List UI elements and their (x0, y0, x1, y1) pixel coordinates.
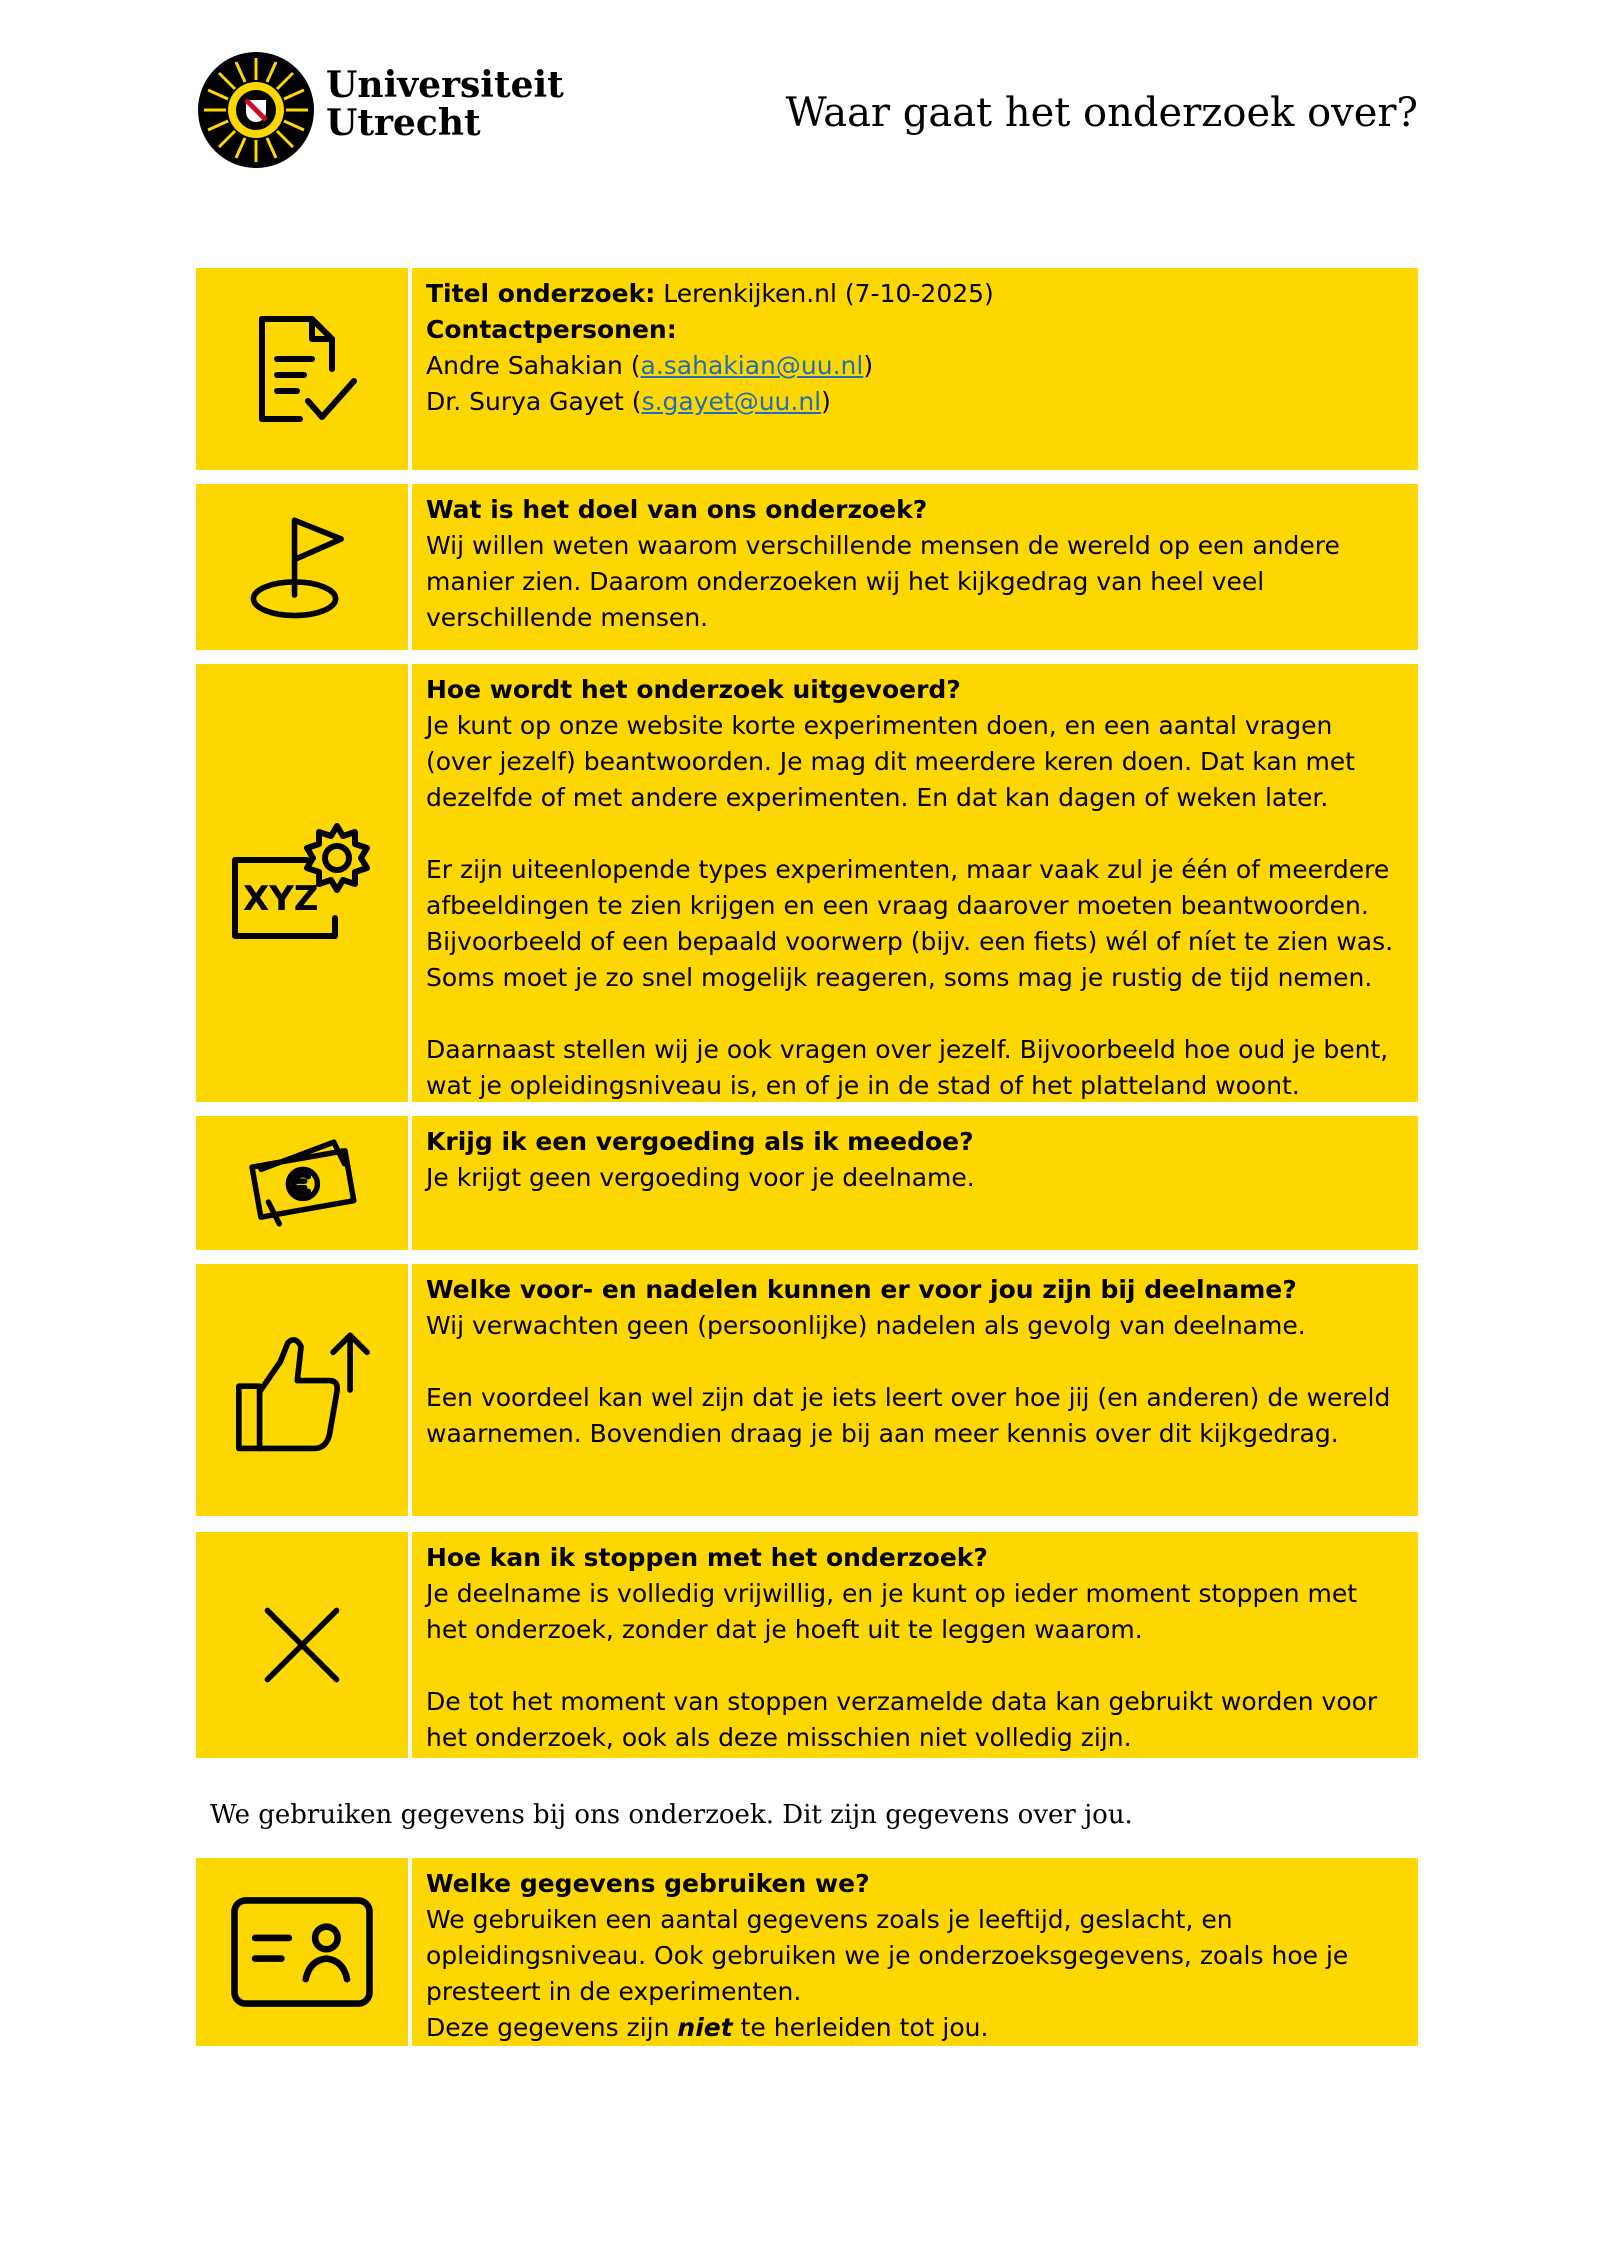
brand-line-1: Universiteit (326, 64, 564, 106)
stopping-question: Hoe kan ik stoppen met het onderzoek? (426, 1543, 988, 1572)
page-title: Waar gaat het onderzoek over? (785, 90, 1418, 136)
stopping-paragraph-1: Je deelname is volledig vrijwillig, en je kunt op ieder moment stoppen met het onderzoek, zonder dat je hoeft uit te leggen waarom. (426, 1579, 1358, 1644)
method-question: Hoe wordt het onderzoek uitgevoerd? (426, 675, 961, 704)
section-pros-cons (196, 1264, 1418, 1516)
method-paragraph-1: Je kunt op onze website korte experimenten doen, en een aantal vragen (over jezelf) beantwoorden. Je mag dit meerdere keren doen. Dat kan met dezelfde of met andere experimenten. En dat kan dagen of weken later. (426, 711, 1355, 812)
method-paragraph-3: Daarnaast stellen wij je ook vragen over jezelf. Bijvoorbeeld hoe oud je bent, wat je opleidingsniveau is, en of je in de stad of het platteland woont. (426, 1035, 1389, 1100)
data-paragraph-2-start: Deze gegevens zijn (426, 2013, 678, 2042)
research-title-label: Titel onderzoek: (426, 279, 656, 308)
id-card-icon (227, 1891, 377, 2013)
pros-cons-paragraph-1: Wij verwachten geen (persoonlijke) nadelen als gevolg van deelname. (426, 1311, 1306, 1340)
goal-answer: Wij willen weten waarom verschillende mensen de wereld op een andere manier zien. Daarom onderzoeken wij het kijkgedrag van heel veel verschillende mensen. (426, 531, 1340, 632)
brand-wordmark (326, 66, 564, 142)
euro-banknote-icon (243, 1133, 361, 1233)
stopping-paragraph-2: De tot het moment van stoppen verzamelde data kan gebruikt worden voor het onderzoek, ook als deze misschien niet volledig zijn. (426, 1687, 1378, 1752)
data-emphasis: niet (677, 2013, 733, 2042)
university-sun-logo (196, 50, 316, 170)
golf-flag-icon (246, 511, 358, 623)
contact-person-2: Dr. Surya Gayet ( (426, 387, 642, 416)
section-contact (196, 268, 1418, 470)
data-intro-text: We gebruiken gegevens bij ons onderzoek. Dit zijn gegevens over jou. (210, 1800, 1133, 1830)
thumbs-up-arrow-icon (231, 1324, 373, 1456)
section-goal (196, 484, 1418, 650)
contact-email-1[interactable]: a.sahakian@uu.nl (640, 351, 864, 380)
section-data (196, 1858, 1418, 2046)
close-icon (260, 1603, 344, 1687)
close-paren: ) (863, 351, 874, 380)
close-paren: ) (821, 387, 831, 416)
contact-email-2[interactable]: s.gayet@uu.nl (641, 387, 822, 416)
data-paragraph-2 (426, 2010, 1404, 2046)
goal-question: Wat is het doel van ons onderzoek? (426, 495, 928, 524)
data-paragraph-2-end: te herleiden tot jou. (732, 2013, 989, 2042)
research-title-value: Lerenkijken.nl (7-10-2025) (655, 279, 994, 308)
brand-line-2: Utrecht (326, 102, 481, 144)
xyz-gear-icon (227, 818, 377, 948)
document-check-icon (242, 309, 362, 429)
contacts-label: Contactpersonen: (426, 315, 677, 344)
section-method (196, 664, 1418, 1102)
compensation-answer: Je krijgt geen vergoeding voor je deelname. (426, 1163, 975, 1192)
pros-cons-paragraph-2: Een voordeel kan wel zijn dat je iets leert over hoe jij (en anderen) de wereld waarnemen. Bovendien draag je bij aan meer kennis over dit kijkgedrag. (426, 1383, 1391, 1448)
contact-info (412, 268, 1418, 470)
section-stopping (196, 1532, 1418, 1758)
contact-person-1: Andre Sahakian ( (426, 351, 641, 380)
data-paragraph-1: We gebruiken een aantal gegevens zoals je leeftijd, geslacht, en opleidingsniveau. Ook gebruiken we je onderzoeksgegevens, zoals hoe je presteert in de experimenten. (426, 1905, 1349, 2006)
section-compensation (196, 1116, 1418, 1250)
data-question: Welke gegevens gebruiken we? (426, 1869, 870, 1898)
pros-cons-question: Welke voor- en nadelen kunnen er voor jou zijn bij deelname? (426, 1275, 1297, 1304)
compensation-question: Krijg ik een vergoeding als ik meedoe? (426, 1127, 974, 1156)
method-paragraph-2: Er zijn uiteenlopende types experimenten, maar vaak zul je één of meerdere afbeeldingen te zien krijgen en een vraag daarover moeten beantwoorden. Bijvoorbeeld of een bepaald voorwerp (bijv. een fiets) wél of níet te zien was. Soms moet je zo snel mogelijk reageren, soms mag je rustig de tijd nemen. (426, 855, 1394, 992)
svg-text:XYZ: XYZ (243, 879, 319, 919)
